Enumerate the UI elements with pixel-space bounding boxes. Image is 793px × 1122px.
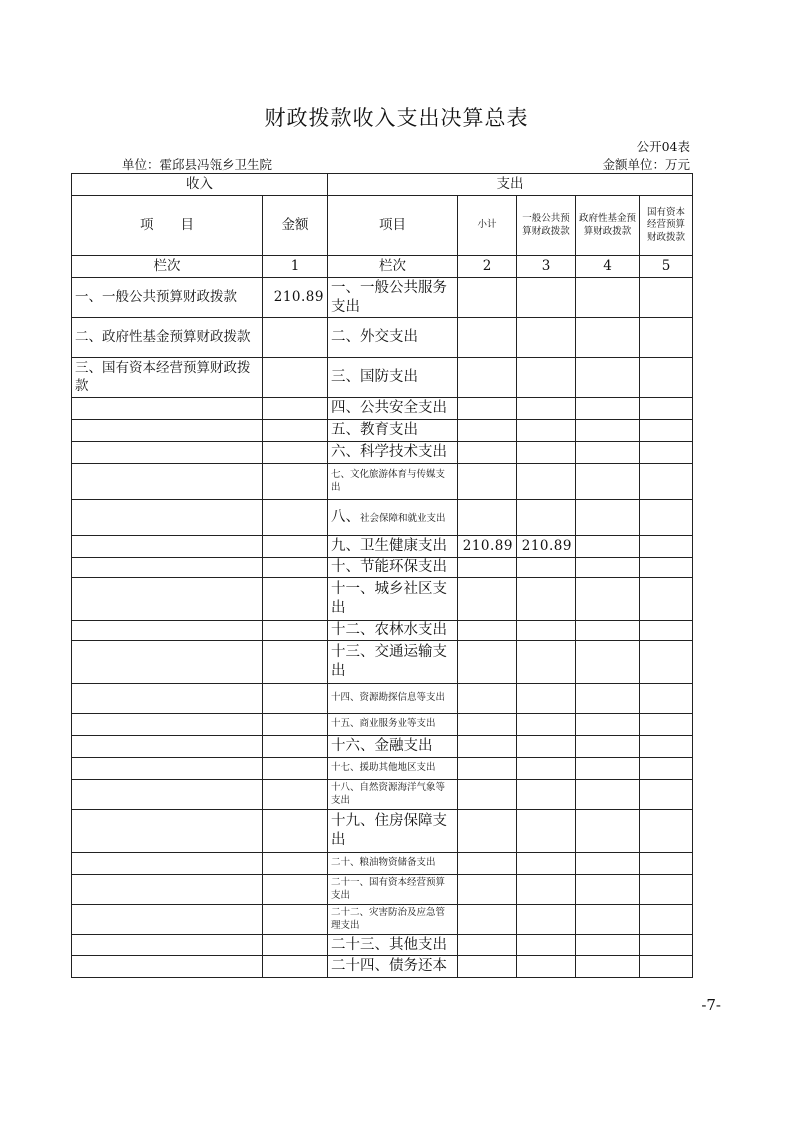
expense-item-prefix: 八、 [331,509,360,526]
gov-fund-cell [576,956,640,978]
subtotal-cell: 210.89 [458,536,517,558]
state-capital-cell [640,500,693,536]
expense-item: 十九、住房保障支出 [328,810,458,853]
state-capital-cell [640,810,693,853]
income-amount [263,935,328,956]
table-row [72,621,693,641]
gov-fund-header: 政府性基金预算财政拨款 [576,196,640,256]
money-unit: 金额单位：万元 [602,157,690,172]
table-row [72,780,693,810]
expense-item: 三、国防支出 [328,358,458,398]
expense-item: 十八、自然资源海洋气象等支出 [328,780,458,810]
income-item [72,621,263,641]
income-item [72,853,263,875]
table-row [72,420,693,442]
gov-fund-cell [576,536,640,558]
income-item [72,398,263,420]
subtotal-cell [458,358,517,398]
subtotal-cell [458,558,517,578]
column-number-row [72,256,693,278]
state-capital-cell [640,442,693,464]
income-amount: 210.89 [263,278,328,318]
income-item: 一、一般公共预算财政拨款 [72,278,263,318]
expense-item: 二十、粮油物资储备支出 [328,853,458,875]
income-amount [263,810,328,853]
income-amount [263,420,328,442]
income-item [72,956,263,978]
gov-fund-cell [576,684,640,714]
income-item-header: 项 目 [72,196,263,256]
table-row [72,758,693,780]
income-amount [263,758,328,780]
income-amount [263,536,328,558]
gov-fund-cell [576,621,640,641]
income-amount [263,442,328,464]
income-item [72,758,263,780]
state-capital-cell [640,536,693,558]
income-amount [263,905,328,935]
income-amount [263,500,328,536]
gov-fund-cell [576,358,640,398]
page-title: 财政拨款收入支出决算总表 [264,106,529,130]
gov-fund-cell [576,420,640,442]
table-row [72,464,693,500]
table-row [72,684,693,714]
income-amount [263,714,328,736]
expense-item: 七、文化旅游体育与传媒支出 [328,464,458,500]
subtotal-cell [458,318,517,358]
income-item [72,420,263,442]
income-amount [263,684,328,714]
gov-fund-cell [576,935,640,956]
table-row [72,578,693,621]
expense-item: 十三、交通运输支出 [328,641,458,684]
income-amount [263,558,328,578]
general-budget-cell [517,318,576,358]
general-budget-cell [517,641,576,684]
gov-fund-cell [576,736,640,758]
subtotal-cell [458,758,517,780]
general-budget-cell [517,875,576,905]
general-budget-cell [517,956,576,978]
expense-item: 一、一般公共服务支出 [328,278,458,318]
expense-item-header: 项目 [328,196,458,256]
row-label-expense: 栏次 [328,256,458,278]
subtotal-cell [458,935,517,956]
gov-fund-cell [576,278,640,318]
state-capital-cell [640,780,693,810]
table-row [72,736,693,758]
income-item: 二、政府性基金预算财政拨款 [72,318,263,358]
state-capital-cell [640,358,693,398]
state-capital-cell [640,956,693,978]
gov-fund-cell [576,905,640,935]
header-group-row [72,174,693,196]
table-row [72,558,693,578]
income-amount [263,780,328,810]
table-row [72,956,693,978]
subtotal-cell [458,398,517,420]
income-item [72,905,263,935]
form-number: 公开04表 [636,139,690,154]
income-amount [263,464,328,500]
expense-header: 支出 [328,174,693,196]
col-number-5: 5 [640,256,693,278]
expense-item-text: 社会保障和就业支出 [360,513,446,525]
expense-item: 十一、城乡社区支出 [328,578,458,621]
table-row [72,905,693,935]
income-item [72,736,263,758]
subtotal-cell [458,420,517,442]
gov-fund-cell [576,810,640,853]
state-capital-cell [640,684,693,714]
expense-item: 五、教育支出 [328,420,458,442]
subtotal-cell [458,875,517,905]
general-budget-cell [517,578,576,621]
state-capital-cell [640,578,693,621]
expense-item: 十四、资源勘探信息等支出 [328,684,458,714]
general-budget-cell [517,780,576,810]
expense-item: 二十四、债务还本 [328,956,458,978]
income-amount [263,736,328,758]
income-amount [263,398,328,420]
state-capital-cell [640,875,693,905]
expense-item: 十、节能环保支出 [328,558,458,578]
state-capital-cell [640,736,693,758]
general-budget-cell [517,500,576,536]
general-budget-cell [517,853,576,875]
income-item [72,935,263,956]
general-budget-cell [517,905,576,935]
subtotal-cell [458,853,517,875]
general-budget-cell [517,558,576,578]
expense-item: 二十二、灾害防治及应急管理支出 [328,905,458,935]
general-budget-cell [517,684,576,714]
gov-fund-cell [576,464,640,500]
amount-header: 金额 [263,196,328,256]
state-capital-cell [640,318,693,358]
income-amount [263,318,328,358]
subtotal-cell [458,500,517,536]
income-item [72,714,263,736]
income-item [72,684,263,714]
header-columns-row [72,196,693,256]
expense-item: 十六、金融支出 [328,736,458,758]
subtotal-cell [458,905,517,935]
table-row [72,935,693,956]
subtotal-cell [458,684,517,714]
state-capital-header: 国有资本经营预算财政拨款 [640,196,693,256]
state-capital-cell [640,420,693,442]
expense-item: 四、公共安全支出 [328,398,458,420]
col-number-3: 3 [517,256,576,278]
income-amount [263,875,328,905]
subtotal-cell [458,442,517,464]
col-number-4: 4 [576,256,640,278]
income-amount [263,956,328,978]
subtotal-cell [458,780,517,810]
col-number-2: 2 [458,256,517,278]
expense-item: 十五、商业服务业等支出 [328,714,458,736]
expense-item: 六、科学技术支出 [328,442,458,464]
general-budget-cell [517,736,576,758]
budget-summary-table [71,173,693,978]
general-budget-cell [517,621,576,641]
subtotal-cell [458,736,517,758]
gov-fund-cell [576,641,640,684]
subtotal-cell [458,714,517,736]
state-capital-cell [640,621,693,641]
expense-item [328,500,458,536]
expense-item: 九、卫生健康支出 [328,536,458,558]
general-budget-header: 一般公共预算财政拨款 [517,196,576,256]
income-amount [263,578,328,621]
state-capital-cell [640,278,693,318]
subtotal-cell [458,621,517,641]
income-amount [263,358,328,398]
income-amount [263,641,328,684]
general-budget-cell [517,714,576,736]
general-budget-cell [517,420,576,442]
gov-fund-cell [576,875,640,905]
general-budget-cell [517,358,576,398]
general-budget-cell: 210.89 [517,536,576,558]
state-capital-cell [640,935,693,956]
income-item [72,464,263,500]
income-item [72,875,263,905]
table-row [72,442,693,464]
income-item [72,780,263,810]
income-item [72,641,263,684]
table-row [72,500,693,536]
table-row [72,641,693,684]
gov-fund-cell [576,780,640,810]
income-amount [263,853,328,875]
table-row [72,853,693,875]
gov-fund-cell [576,318,640,358]
state-capital-cell [640,905,693,935]
table-row [72,875,693,905]
income-header: 收入 [72,174,328,196]
table-row [72,398,693,420]
general-budget-cell [517,464,576,500]
income-item [72,558,263,578]
table-row [72,810,693,853]
subtotal-cell [458,810,517,853]
table-row [72,318,693,358]
page-number: -7- [701,996,721,1014]
subtotal-cell [458,956,517,978]
general-budget-cell [517,278,576,318]
state-capital-cell [640,464,693,500]
state-capital-cell [640,398,693,420]
income-item [72,500,263,536]
subtotal-header: 小计 [458,196,517,256]
expense-item: 二十一、国有资本经营预算支出 [328,875,458,905]
state-capital-cell [640,758,693,780]
income-item [72,810,263,853]
general-budget-cell [517,810,576,853]
subtotal-cell [458,578,517,621]
gov-fund-cell [576,578,640,621]
expense-item: 十二、农林水支出 [328,621,458,641]
gov-fund-cell [576,558,640,578]
gov-fund-cell [576,500,640,536]
general-budget-cell [517,758,576,780]
income-item [72,442,263,464]
expense-item: 二十三、其他支出 [328,935,458,956]
income-item [72,536,263,558]
gov-fund-cell [576,442,640,464]
expense-item: 二、外交支出 [328,318,458,358]
row-label-income: 栏次 [72,256,263,278]
table-row [72,536,693,558]
expense-item: 十七、援助其他地区支出 [328,758,458,780]
subtotal-cell [458,641,517,684]
income-amount [263,621,328,641]
general-budget-cell [517,442,576,464]
gov-fund-cell [576,398,640,420]
state-capital-cell [640,714,693,736]
gov-fund-cell [576,853,640,875]
subtotal-cell [458,278,517,318]
gov-fund-cell [576,714,640,736]
state-capital-cell [640,853,693,875]
income-item [72,578,263,621]
table-row [72,714,693,736]
general-budget-cell [517,398,576,420]
state-capital-cell [640,558,693,578]
subtotal-cell [458,464,517,500]
table-row [72,278,693,318]
general-budget-cell [517,935,576,956]
reporting-unit: 单位：霍邱县冯瓴乡卫生院 [122,157,273,172]
state-capital-cell [640,641,693,684]
table-row [72,358,693,398]
col-number-1: 1 [263,256,328,278]
gov-fund-cell [576,758,640,780]
income-item: 三、国有资本经营预算财政拨款 [72,358,263,398]
